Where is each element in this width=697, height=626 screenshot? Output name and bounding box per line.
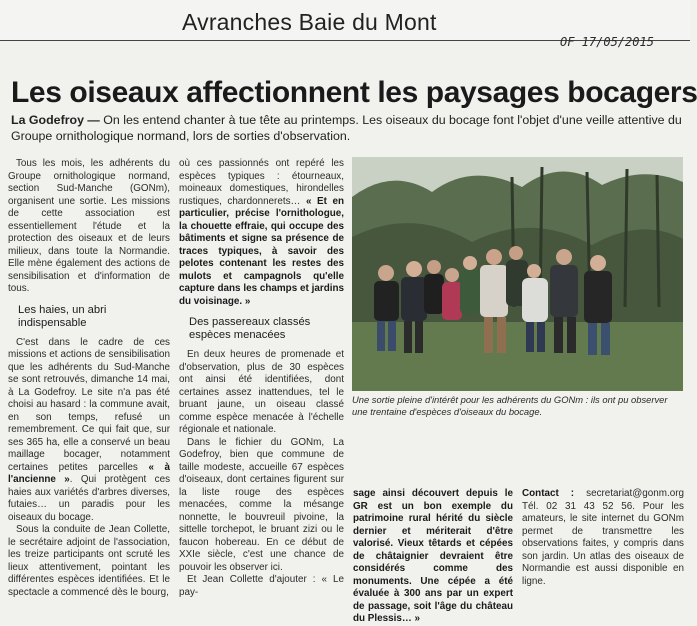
paragraph: Tous les mois, les adhérents du Groupe ornithologique normand, section Sud-Manche (GONm), organisent une sortie. Les missions de cette association est essentiellement l'étude et la protection des oiseaux et de leurs milieux, dans toute la Normandie. Elle mène également des actions de sensibilisation et d'information de tous. — [8, 158, 170, 294]
article-column-3 — [353, 488, 513, 626]
photo-caption: Une sortie pleine d'intérêt pour les adhérents du GONm : ils ont pu observer une trentaine d'espèces d'oiseaux du bocage. — [352, 394, 668, 417]
article-column-1 — [8, 158, 170, 599]
page-header — [0, 0, 690, 40]
paragraph: sage ainsi découvert depuis le GR est un bon exemple du patrimoine rural hérité du siècle dernier et mériterait d'être valorisé. Vieux têtards et cépées de châtaignier devraient être considérés comme des monuments. Une cépée a été évaluée à 300 ans par un expert de passage, soit l'âge du château du Plessis… » — [353, 488, 513, 624]
contact-label: Contact : — [522, 488, 575, 499]
article-column-2 — [179, 158, 344, 599]
article-lead — [11, 112, 683, 144]
paragraph: En deux heures de promenade et d'observation, plus de 30 espèces ont ainsi été identifiées, dont certaines assez inattendues, tel le bruant jaune, un oiseau classé comme espèce menacée à l'échelle régionale et nationale. — [179, 349, 344, 435]
paragraph-text: où ces passionnés ont repéré les espèces typiques : étourneaux, moineaux domestiques, hirondelles rustiques, chardonnerets… — [179, 158, 344, 207]
subheading: Les haies, un abri indispensable — [18, 303, 107, 329]
contact-text: secretariat@gonm.org Tél. 02 31 43 52 56. Pour les amateurs, le site internet du GONm permet de transmettre les observations faites, y compris dans son jardin. Un atlas des oiseaux de Normandie est aussi disponible en ligne. — [522, 488, 684, 587]
paragraph — [179, 158, 344, 308]
paragraph: Et Jean Collette d'ajouter : « Le pay- — [179, 574, 344, 598]
lead-text: On les entend chanter à tue tête au printemps. Les oiseaux du bocage font l'objet d'une veille attentive du Groupe ornithologique normand, lors de sorties d'observation. — [11, 113, 682, 143]
handwritten-date-note: OF 17/05/2015 — [560, 35, 654, 49]
paragraph: Sous la conduite de Jean Collette, le secrétaire adjoint de l'association, les treize participants ont scruté les lieux attentivement, pointant les différentes espèces identifiées. Et le spectacle a commencé dès le bourg, — [8, 524, 170, 598]
paragraph-text: . Qui protègent ces haies aux variétés d'arbres diverses, futaies… un paradis pour les oiseaux du bocage. — [8, 474, 171, 523]
group-photo — [352, 157, 683, 391]
quoted-text: « à l'ancienne » — [8, 461, 171, 485]
article-column-4 — [522, 488, 684, 588]
article-headline: Les oiseaux affectionnent les paysages bocagers — [11, 76, 697, 109]
paragraph-text: C'est dans le cadre de ces missions et actions de sensibilisation que les adhérents du Sud-Manche se sont retrouvés, dimanche 14 mai, à La Godefroy. Le site n'a pas été choisi au hasard : la commune avait, en son temps, refusé un remembrement. Ce qui fait que, sur ses 365 ha, elle a conservé un beau maillage bocager, notamment certaines petites parcelles — [8, 336, 170, 473]
contact-paragraph — [522, 488, 684, 588]
section-title: Avranches Baie du Mont — [182, 9, 437, 35]
photo-illustration — [352, 157, 683, 391]
paragraph — [8, 337, 170, 525]
dateline-place: La Godefroy — — [11, 113, 100, 127]
subheading: Des passereaux classés espèces menacées — [189, 316, 311, 341]
quoted-text: « Et en particulier, précise l'ornithologue, la chouette effraie, qui occupe des bâtiments et signe sa présence de traces typiques, à savoir des pelotes contenant les restes des mulots et campagnols qu'elle capture dans les champs et jardins du voisinage. » — [179, 195, 344, 307]
paragraph: Dans le fichier du GONm, La Godefroy, bien que commune de taille modeste, accueille 67 espèces d'oiseaux, dont certaines figurent sur la liste rouge des espèces menacées, comme la mésange nonnette, le bouvreuil pivoine, la sittelle torchepot, le bruant zizi ou le faucon hobereau. En ce début de XXIe siècle, c'est une chance de pouvoir les observer ici. — [179, 436, 344, 573]
